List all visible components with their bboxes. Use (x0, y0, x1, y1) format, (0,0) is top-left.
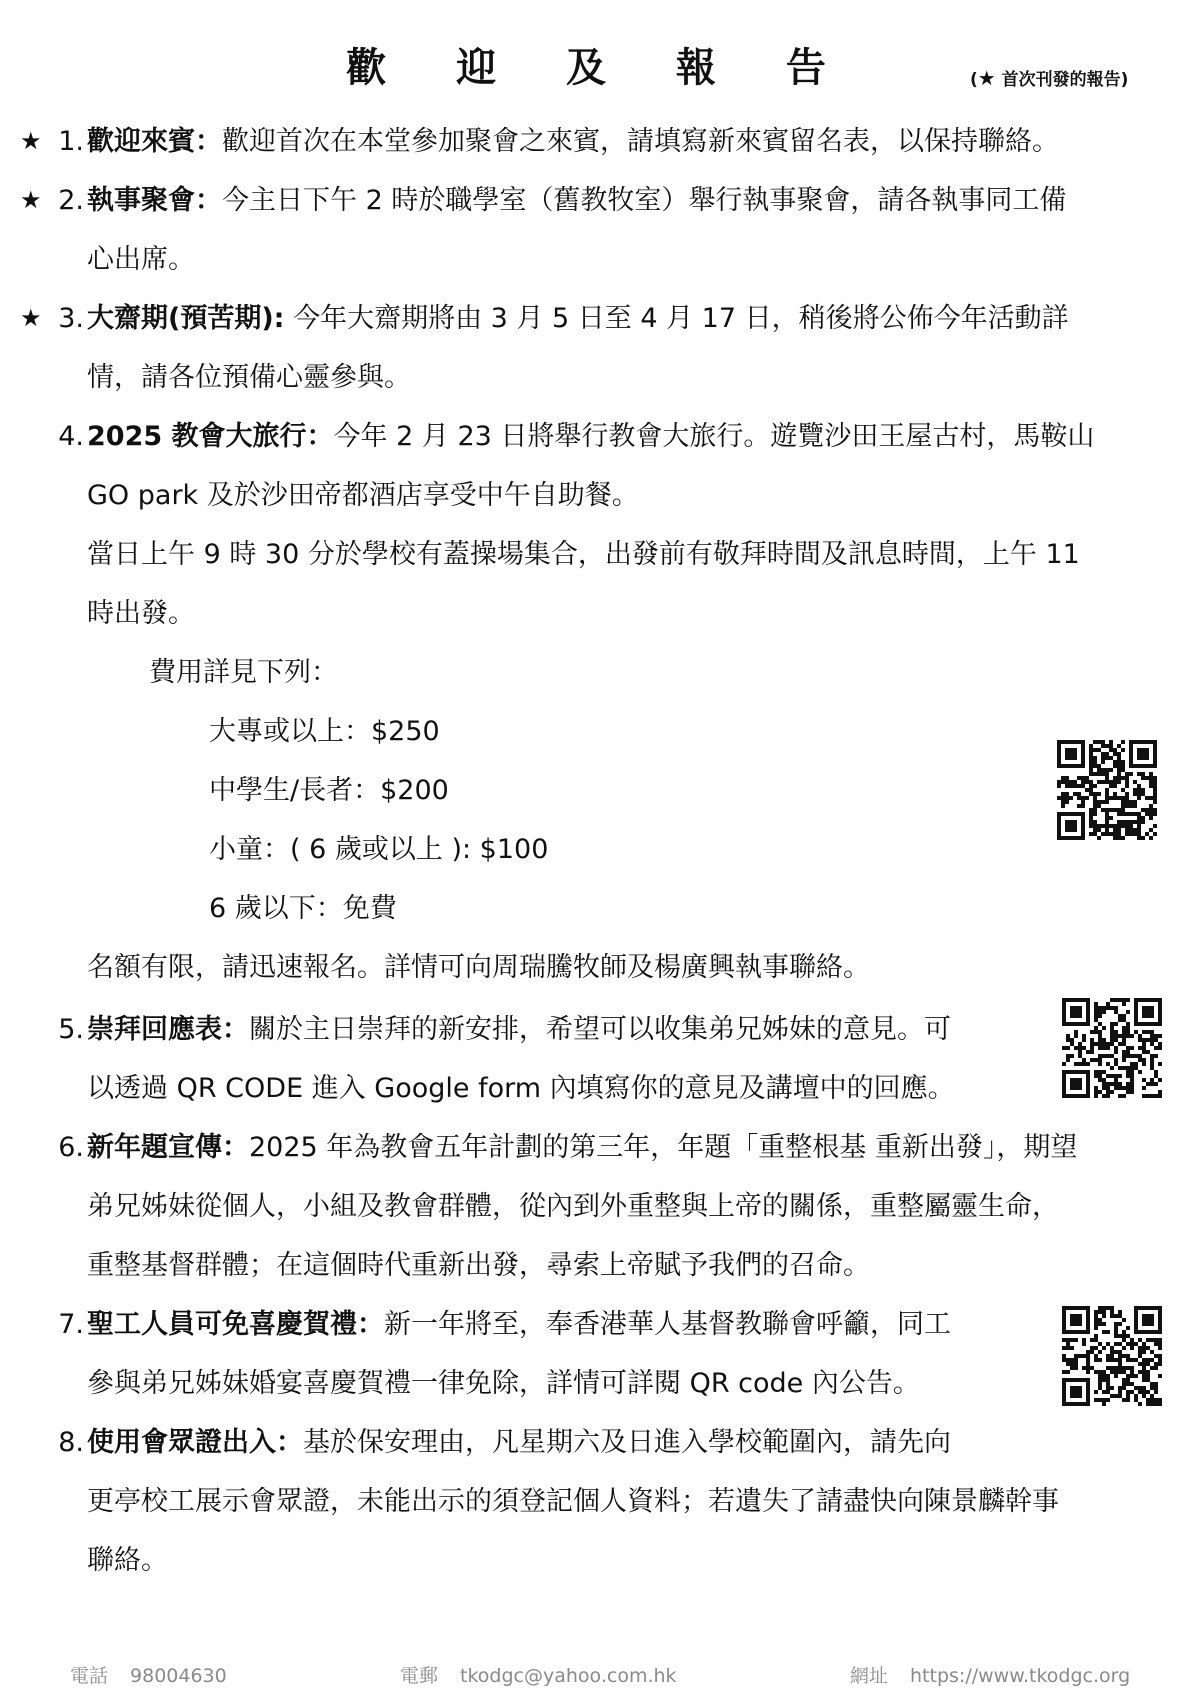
fee-row: 小童：( 6 歲或以上 ): $100 (209, 834, 549, 865)
item-number: 6. (58, 1132, 84, 1163)
item-text: 重整基督群體；在這個時代重新出發，尋索上帝賦予我們的召命。 (87, 1250, 870, 1281)
email-label: 電郵 (400, 1665, 439, 1687)
item-text: 參與弟兄姊妹婚宴喜慶賀禮一律免除，詳情可詳閱 QR code 內公告。 (87, 1368, 920, 1399)
qr-code-travel (1057, 740, 1157, 840)
footer-email[interactable] (400, 1664, 677, 1688)
announcement-item-8 (20, 1413, 1175, 1590)
footer-phone (70, 1664, 227, 1688)
item-number: 5. (58, 1014, 84, 1045)
item-heading: 歡迎來賓： (87, 126, 222, 157)
item-text: 以透過 QR CODE 進入 Google form 內填寫你的意見及講壇中的回應。 (87, 1073, 955, 1104)
item-number: 7. (58, 1309, 84, 1340)
item-text: 心出席。 (87, 244, 195, 275)
fee-row: 大專或以上：$250 (209, 716, 440, 747)
item-heading: 使用會眾證出入： (87, 1427, 303, 1458)
qr-code-icon[interactable] (1062, 998, 1162, 1098)
item-text: 今主日下午 2 時於職學室（舊教牧室）舉行執事聚會，請各執事同工備 (222, 185, 1067, 216)
web-value[interactable]: https://www.tkodgc.org (910, 1665, 1131, 1687)
star-icon: ★ (20, 127, 42, 155)
item-number: 8. (58, 1427, 84, 1458)
page-title: 歡 迎 及 報 告 (346, 45, 854, 91)
item-text: 更亭校工展示會眾證，未能出示的須登記個人資料；若遺失了請盡快向陳景麟幹事 (87, 1486, 1059, 1517)
phone-value: 98004630 (130, 1665, 227, 1687)
fee-row: 中學生/長者：$200 (209, 775, 449, 806)
item-number: 2. (58, 185, 84, 216)
announcement-item-1 (20, 112, 1175, 171)
footer (0, 1664, 1200, 1688)
item-number: 4. (58, 421, 84, 452)
item-number: 3. (58, 303, 84, 334)
item-text: GO park 及於沙田帝都酒店享受中午自助餐。 (87, 480, 639, 511)
legend-open: ( (970, 70, 978, 90)
announcement-item-3 (20, 289, 1175, 407)
item-heading: 新年題宣傳： (87, 1132, 249, 1163)
item-text: 新一年將至，奉香港華人基督教聯會呼籲，同工 (384, 1309, 951, 1340)
phone-label: 電話 (70, 1665, 109, 1687)
item-text: 歡迎首次在本堂參加聚會之來賓，請填寫新來賓留名表，以保持聯絡。 (222, 126, 1059, 157)
item-text: 今年大齋期將由 3 月 5 日至 4 月 17 日，稍後將公佈今年活動詳 (284, 303, 1069, 334)
fees-title: 費用詳見下列： (149, 657, 338, 688)
item-text: 情，請各位預備心靈參與。 (87, 362, 411, 393)
announcement-item-4 (20, 407, 1175, 997)
star-icon: ★ (977, 66, 996, 90)
item-text: 當日上午 9 時 30 分於學校有蓋操場集合，出發前有敬拜時間及訊息時間，上午 11 (87, 539, 1080, 570)
item-text: 弟兄姊妹從個人，小組及教會群體，從內到外重整與上帝的關係，重整屬靈生命， (87, 1191, 1059, 1222)
star-icon: ★ (20, 186, 42, 214)
qr-code-worship-form (1062, 998, 1162, 1098)
item-heading: 聖工人員可免喜慶賀禮： (87, 1309, 384, 1340)
announcement-item-2 (20, 171, 1175, 289)
item-text: 聯絡。 (87, 1545, 168, 1576)
qr-code-icon[interactable] (1062, 1306, 1162, 1406)
legend-note (970, 66, 1128, 92)
item-heading: 大齋期(預苦期): (87, 303, 285, 334)
star-icon: ★ (20, 304, 42, 332)
announcement-item-7 (20, 1295, 1175, 1413)
item-text: 2025 年為教會五年計劃的第三年，年題「重整根基 重新出發」，期望 (249, 1132, 1078, 1163)
web-label: 網址 (850, 1665, 889, 1687)
legend-text: 首次刊發的報告) (995, 70, 1129, 90)
announcement-item-6 (20, 1118, 1175, 1295)
footer-website[interactable] (850, 1664, 1130, 1688)
item-text: 關於主日崇拜的新安排，希望可以收集弟兄姊妹的意見。可 (249, 1014, 951, 1045)
item-number: 1. (58, 126, 84, 157)
item-heading: 執事聚會： (87, 185, 222, 216)
item-text: 名額有限，請迅速報名。詳情可向周瑞騰牧師及楊廣興執事聯絡。 (87, 952, 870, 983)
item-text: 時出發。 (87, 598, 195, 629)
item-text: 今年 2 月 23 日將舉行教會大旅行。遊覽沙田王屋古村，馬鞍山 (333, 421, 1095, 452)
qr-code-notice (1062, 1306, 1162, 1406)
item-heading: 崇拜回應表： (87, 1014, 249, 1045)
item-text: 基於保安理由，凡星期六及日進入學校範圍內，請先向 (303, 1427, 951, 1458)
item-heading: 2025 教會大旅行： (87, 421, 334, 452)
qr-code-icon[interactable] (1057, 740, 1157, 840)
email-value[interactable]: tkodgc@yahoo.com.hk (460, 1665, 677, 1687)
fee-row: 6 歲以下：免費 (209, 893, 397, 924)
announcement-item-5 (20, 1000, 1175, 1118)
